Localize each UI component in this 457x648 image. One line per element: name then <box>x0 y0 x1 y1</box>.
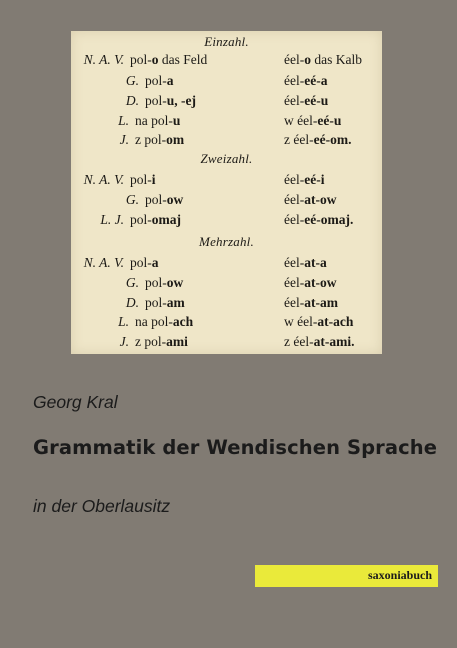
ending: eé-i <box>304 172 325 187</box>
ending: u, -ej <box>166 93 196 108</box>
form-feld <box>135 112 180 130</box>
stem: éel- <box>284 52 305 67</box>
case-label: L. <box>118 314 129 329</box>
ending: eé-a <box>304 73 328 88</box>
stem: pol- <box>130 52 152 67</box>
stem: pol- <box>130 255 152 270</box>
form-feld <box>145 191 183 209</box>
gloss: das Kalb <box>310 52 362 67</box>
stem: pol- <box>145 295 167 310</box>
case-label: D. <box>125 295 139 310</box>
declension-row <box>71 274 382 292</box>
declension-table-plate <box>71 31 382 354</box>
ending: eé-omaj. <box>304 212 354 227</box>
case-label: L. J. <box>100 212 124 227</box>
stem: na pol- <box>135 113 173 128</box>
declension-row <box>71 211 382 229</box>
case-label: D. <box>125 93 139 108</box>
stem: éel- <box>284 192 305 207</box>
publisher-band <box>255 565 438 587</box>
case-label: G. <box>125 73 139 88</box>
form-kalb <box>284 131 351 149</box>
form-feld <box>135 131 184 149</box>
ending: at-ow <box>304 192 337 207</box>
stem: w éel- <box>284 113 318 128</box>
ending: ami <box>166 334 188 349</box>
ending: a <box>166 73 174 88</box>
declension-row <box>71 92 382 110</box>
stem: z éel- <box>284 334 314 349</box>
case-label: J. <box>119 132 129 147</box>
form-kalb <box>284 92 328 110</box>
ending: at-ami. <box>313 334 355 349</box>
ending: am <box>166 295 185 310</box>
stem: éel- <box>284 172 305 187</box>
ending: eé-u <box>304 93 329 108</box>
form-feld <box>145 274 183 292</box>
form-feld <box>130 254 159 272</box>
form-feld <box>130 211 181 229</box>
form-kalb <box>284 112 341 130</box>
declension-row <box>71 112 382 130</box>
stem: z pol- <box>135 132 167 147</box>
declension-row <box>71 254 382 272</box>
ending: omaj <box>151 212 181 227</box>
case-label: G. <box>125 275 139 290</box>
ending: u <box>172 113 181 128</box>
author-name: Georg Kral <box>33 392 118 412</box>
ending: at-am <box>304 295 338 310</box>
form-feld <box>135 313 193 331</box>
declension-row <box>71 131 382 149</box>
stem: pol- <box>145 73 167 88</box>
stem: z éel- <box>284 132 314 147</box>
book-title: Grammatik der Wendischen Sprache <box>33 436 438 459</box>
stem: pol- <box>145 93 167 108</box>
case-label: L. <box>118 113 129 128</box>
stem: éel- <box>284 93 305 108</box>
case-label: G. <box>125 192 139 207</box>
declension-row <box>71 191 382 209</box>
stem: z pol- <box>135 334 167 349</box>
stem: éel- <box>284 295 305 310</box>
stem: pol- <box>145 192 167 207</box>
publisher-logo: saxoniabuch <box>367 568 432 582</box>
stem: éel- <box>284 275 305 290</box>
form-kalb <box>284 274 336 292</box>
form-kalb <box>284 254 327 272</box>
stem: w éel- <box>284 314 318 329</box>
stem: éel- <box>284 255 305 270</box>
form-kalb <box>284 171 324 189</box>
book-subtitle: in der Oberlausitz <box>33 496 171 516</box>
declension-row <box>71 51 382 69</box>
form-kalb <box>284 191 336 209</box>
declension-row <box>71 294 382 312</box>
form-kalb <box>284 313 353 331</box>
ending: i <box>151 172 156 187</box>
form-kalb <box>284 51 362 69</box>
form-kalb <box>284 333 354 351</box>
form-kalb <box>284 72 327 90</box>
ending: o <box>151 52 159 67</box>
ending: ow <box>166 275 184 290</box>
gloss: das Feld <box>158 52 208 67</box>
stem: na pol- <box>135 314 173 329</box>
ending: om <box>166 132 185 147</box>
form-kalb <box>284 294 338 312</box>
stem: éel- <box>284 212 305 227</box>
ending: eé-om. <box>313 132 352 147</box>
stem: éel- <box>284 73 305 88</box>
stem: pol- <box>130 212 152 227</box>
case-label: N. A. V. <box>83 172 124 187</box>
declension-row <box>71 72 382 90</box>
case-label: N. A. V. <box>83 255 124 270</box>
stem: pol- <box>130 172 152 187</box>
ending: at-ach <box>317 314 354 329</box>
form-feld <box>145 92 196 110</box>
form-feld <box>135 333 188 351</box>
singular-heading: Einzahl. <box>204 34 249 49</box>
form-feld <box>145 294 185 312</box>
declension-row <box>71 313 382 331</box>
plural-heading: Mehrzahl. <box>199 234 254 249</box>
case-label: N. A. V. <box>83 52 124 67</box>
ending: at-ow <box>304 275 337 290</box>
ending: a <box>151 255 159 270</box>
form-kalb <box>284 211 353 229</box>
form-feld <box>130 171 156 189</box>
declension-row <box>71 171 382 189</box>
ending: ow <box>166 192 184 207</box>
ending: o <box>304 52 311 67</box>
ending: at-a <box>304 255 327 270</box>
declension-row <box>71 333 382 351</box>
ending: eé-u <box>317 113 342 128</box>
ending: ach <box>172 314 194 329</box>
form-feld <box>145 72 174 90</box>
stem: pol- <box>145 275 167 290</box>
case-label: J. <box>119 334 129 349</box>
dual-heading: Zweizahl. <box>200 151 253 166</box>
form-feld <box>130 51 207 69</box>
